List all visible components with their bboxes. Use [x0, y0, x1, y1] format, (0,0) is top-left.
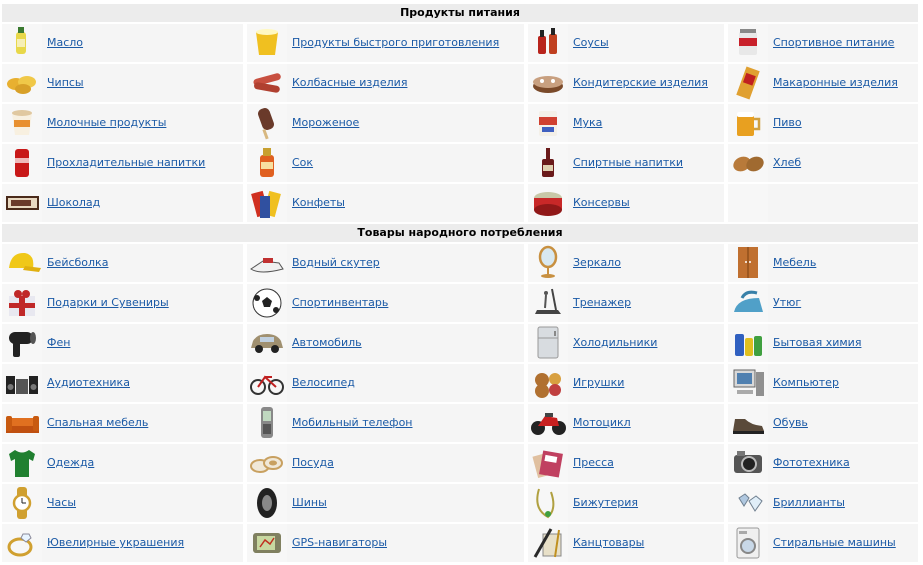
category-link[interactable]: Спиртные напитки — [573, 156, 684, 169]
category-item[interactable] — [2, 284, 243, 322]
category-link[interactable]: Соусы — [573, 36, 609, 49]
dishes-icon[interactable] — [247, 444, 287, 482]
flour-bag-icon[interactable] — [528, 104, 568, 142]
candy-bars-icon[interactable] — [247, 184, 287, 222]
category-link[interactable]: Бейсболка — [47, 256, 109, 269]
category-link[interactable]: Зеркало — [573, 256, 621, 269]
bicycle-icon[interactable] — [247, 364, 287, 402]
category-link[interactable]: Бриллианты — [773, 496, 845, 509]
category-link[interactable]: Бытовая химия — [773, 336, 862, 349]
category-item[interactable] — [2, 524, 243, 562]
category-item[interactable] — [528, 64, 724, 102]
category-item[interactable] — [2, 24, 243, 62]
ring-icon[interactable] — [2, 524, 42, 562]
chocolate-bar-icon[interactable] — [2, 184, 42, 222]
protein-jar-icon[interactable] — [728, 24, 768, 62]
category-link[interactable]: Ювелирные украшения — [47, 536, 185, 549]
cake-icon[interactable] — [528, 64, 568, 102]
computer-icon[interactable] — [728, 364, 768, 402]
category-item[interactable] — [247, 324, 524, 362]
hair-dryer-icon[interactable] — [2, 324, 42, 362]
category-item[interactable] — [247, 104, 524, 142]
category-link[interactable]: Консервы — [573, 196, 630, 209]
category-item[interactable] — [528, 144, 724, 182]
category-link[interactable]: Фототехника — [773, 456, 850, 469]
category-item[interactable] — [728, 324, 918, 362]
diamonds-icon[interactable] — [728, 484, 768, 522]
ice-cream-bar-icon[interactable] — [247, 104, 287, 142]
category-link[interactable]: Мука — [573, 116, 603, 129]
category-item[interactable] — [2, 64, 243, 102]
category-link[interactable]: Чипсы — [47, 76, 84, 89]
category-link[interactable]: Одежда — [47, 456, 95, 469]
magazines-icon[interactable] — [528, 444, 568, 482]
category-item[interactable] — [247, 144, 524, 182]
jet-ski-icon[interactable] — [247, 244, 287, 282]
gps-navigator-icon[interactable] — [247, 524, 287, 562]
category-item[interactable] — [247, 404, 524, 442]
category-item[interactable] — [247, 244, 524, 282]
category-link[interactable]: Пиво — [773, 116, 802, 129]
category-link[interactable]: Хлеб — [773, 156, 802, 169]
category-item[interactable] — [528, 324, 724, 362]
category-link[interactable]: Водный скутер — [292, 256, 380, 269]
category-item[interactable] — [728, 244, 918, 282]
category-item[interactable] — [528, 524, 724, 562]
category-link[interactable]: Макаронные изделия — [773, 76, 898, 89]
category-link[interactable]: Спортинвентарь — [292, 296, 389, 309]
iron-icon[interactable] — [728, 284, 768, 322]
category-item[interactable] — [728, 24, 918, 62]
juice-bottle-icon[interactable] — [247, 144, 287, 182]
category-link[interactable]: Автомобиль — [292, 336, 362, 349]
t-shirt-icon[interactable] — [2, 444, 42, 482]
category-link[interactable]: Масло — [47, 36, 84, 49]
category-link[interactable]: Спальная мебель — [47, 416, 149, 429]
category-link[interactable]: Часы — [47, 496, 77, 509]
category-item[interactable] — [247, 484, 524, 522]
household-chemicals-icon[interactable] — [728, 324, 768, 362]
category-link[interactable]: Фен — [47, 336, 71, 349]
mobile-phone-icon[interactable] — [247, 404, 287, 442]
tire-icon[interactable] — [247, 484, 287, 522]
category-link[interactable]: Игрушки — [573, 376, 625, 389]
bread-icon[interactable] — [728, 144, 768, 182]
camera-icon[interactable] — [728, 444, 768, 482]
category-item[interactable] — [528, 24, 724, 62]
category-link[interactable]: Прохладительные напитки — [47, 156, 206, 169]
category-item[interactable] — [728, 484, 918, 522]
category-link[interactable]: Мобильный телефон — [292, 416, 413, 429]
category-item[interactable] — [728, 364, 918, 402]
motorcycle-icon[interactable] — [528, 404, 568, 442]
category-item[interactable] — [247, 64, 524, 102]
car-icon[interactable] — [247, 324, 287, 362]
category-item[interactable] — [728, 144, 918, 182]
category-item[interactable] — [728, 104, 918, 142]
category-link[interactable]: Компьютер — [773, 376, 839, 389]
category-link[interactable]: Шины — [292, 496, 327, 509]
empty-icon-slot — [728, 184, 768, 222]
category-item[interactable] — [2, 144, 243, 182]
canned-food-icon[interactable] — [528, 184, 568, 222]
category-item[interactable] — [247, 444, 524, 482]
category-item[interactable] — [728, 404, 918, 442]
category-link[interactable]: Обувь — [773, 416, 808, 429]
category-item[interactable] — [247, 524, 524, 562]
category-link[interactable]: Утюг — [773, 296, 802, 309]
sofa-icon[interactable] — [2, 404, 42, 442]
gift-box-icon[interactable] — [2, 284, 42, 322]
refrigerator-icon[interactable] — [528, 324, 568, 362]
category-link[interactable]: Мотоцикл — [573, 416, 631, 429]
yogurt-cup-icon[interactable] — [2, 104, 42, 142]
category-item[interactable] — [2, 184, 243, 222]
category-item[interactable] — [528, 244, 724, 282]
category-link[interactable]: Кондитерские изделия — [573, 76, 708, 89]
category-link[interactable]: Тренажер — [573, 296, 632, 309]
category-link[interactable]: Спортивное питание — [773, 36, 895, 49]
category-item[interactable] — [528, 364, 724, 402]
category-link[interactable]: Стиральные машины — [773, 536, 896, 549]
category-item[interactable] — [247, 284, 524, 322]
category-link[interactable]: Велосипед — [292, 376, 355, 389]
stereo-system-icon[interactable] — [2, 364, 42, 402]
category-item[interactable] — [247, 364, 524, 402]
category-item[interactable] — [2, 484, 243, 522]
category-item[interactable] — [2, 404, 243, 442]
category-link[interactable]: Мороженое — [292, 116, 360, 129]
category-link[interactable]: Конфеты — [292, 196, 345, 209]
oil-bottle-icon[interactable] — [2, 24, 42, 62]
category-item[interactable] — [247, 24, 524, 62]
category-link[interactable]: Посуда — [292, 456, 334, 469]
category-link[interactable]: Шоколад — [47, 196, 101, 209]
category-item[interactable] — [2, 104, 243, 142]
category-link[interactable]: Молочные продукты — [47, 116, 167, 129]
category-link[interactable]: Холодильники — [573, 336, 658, 349]
category-link[interactable]: Колбасные изделия — [292, 76, 408, 89]
category-item[interactable] — [528, 444, 724, 482]
wardrobe-icon[interactable] — [728, 244, 768, 282]
wristwatch-icon[interactable] — [2, 484, 42, 522]
category-link[interactable]: Канцтовары — [573, 536, 645, 549]
category-item[interactable] — [728, 284, 918, 322]
chips-icon[interactable] — [2, 64, 42, 102]
section-header: Товары народного потребления — [2, 224, 918, 242]
beer-mug-icon[interactable] — [728, 104, 768, 142]
category-link[interactable]: Бижутерия — [573, 496, 639, 509]
category-item[interactable] — [528, 184, 724, 222]
category-item[interactable] — [528, 284, 724, 322]
soccer-ball-icon[interactable] — [247, 284, 287, 322]
empty-cell — [728, 184, 918, 222]
category-item[interactable] — [2, 364, 243, 402]
baseball-cap-icon[interactable] — [2, 244, 42, 282]
section-header: Продукты питания — [2, 4, 918, 22]
category-link[interactable]: Подарки и Сувениры — [47, 296, 169, 309]
category-item[interactable] — [728, 524, 918, 562]
instant-noodle-cup-icon[interactable] — [247, 24, 287, 62]
sausages-icon[interactable] — [247, 64, 287, 102]
sauce-bottles-icon[interactable] — [528, 24, 568, 62]
category-item[interactable] — [247, 184, 524, 222]
washing-machine-icon[interactable] — [728, 524, 768, 562]
necklace-icon[interactable] — [528, 484, 568, 522]
category-link[interactable]: GPS-навигаторы — [292, 536, 387, 549]
category-item[interactable] — [2, 244, 243, 282]
mirror-icon[interactable] — [528, 244, 568, 282]
pasta-pack-icon[interactable] — [728, 64, 768, 102]
category-item[interactable] — [2, 324, 243, 362]
category-link[interactable]: Сок — [292, 156, 314, 169]
soda-can-icon[interactable] — [2, 144, 42, 182]
stationery-icon[interactable] — [528, 524, 568, 562]
teddy-bears-icon[interactable] — [528, 364, 568, 402]
category-item[interactable] — [728, 444, 918, 482]
category-item[interactable] — [528, 484, 724, 522]
category-item[interactable] — [2, 444, 243, 482]
shoe-icon[interactable] — [728, 404, 768, 442]
category-link[interactable]: Продукты быстрого приготовления — [292, 36, 500, 49]
category-item[interactable] — [528, 404, 724, 442]
treadmill-icon[interactable] — [528, 284, 568, 322]
category-link[interactable]: Мебель — [773, 256, 817, 269]
liquor-bottle-icon[interactable] — [528, 144, 568, 182]
category-item[interactable] — [528, 104, 724, 142]
category-link[interactable]: Пресса — [573, 456, 614, 469]
category-item[interactable] — [728, 64, 918, 102]
category-link[interactable]: Аудиотехника — [47, 376, 130, 389]
